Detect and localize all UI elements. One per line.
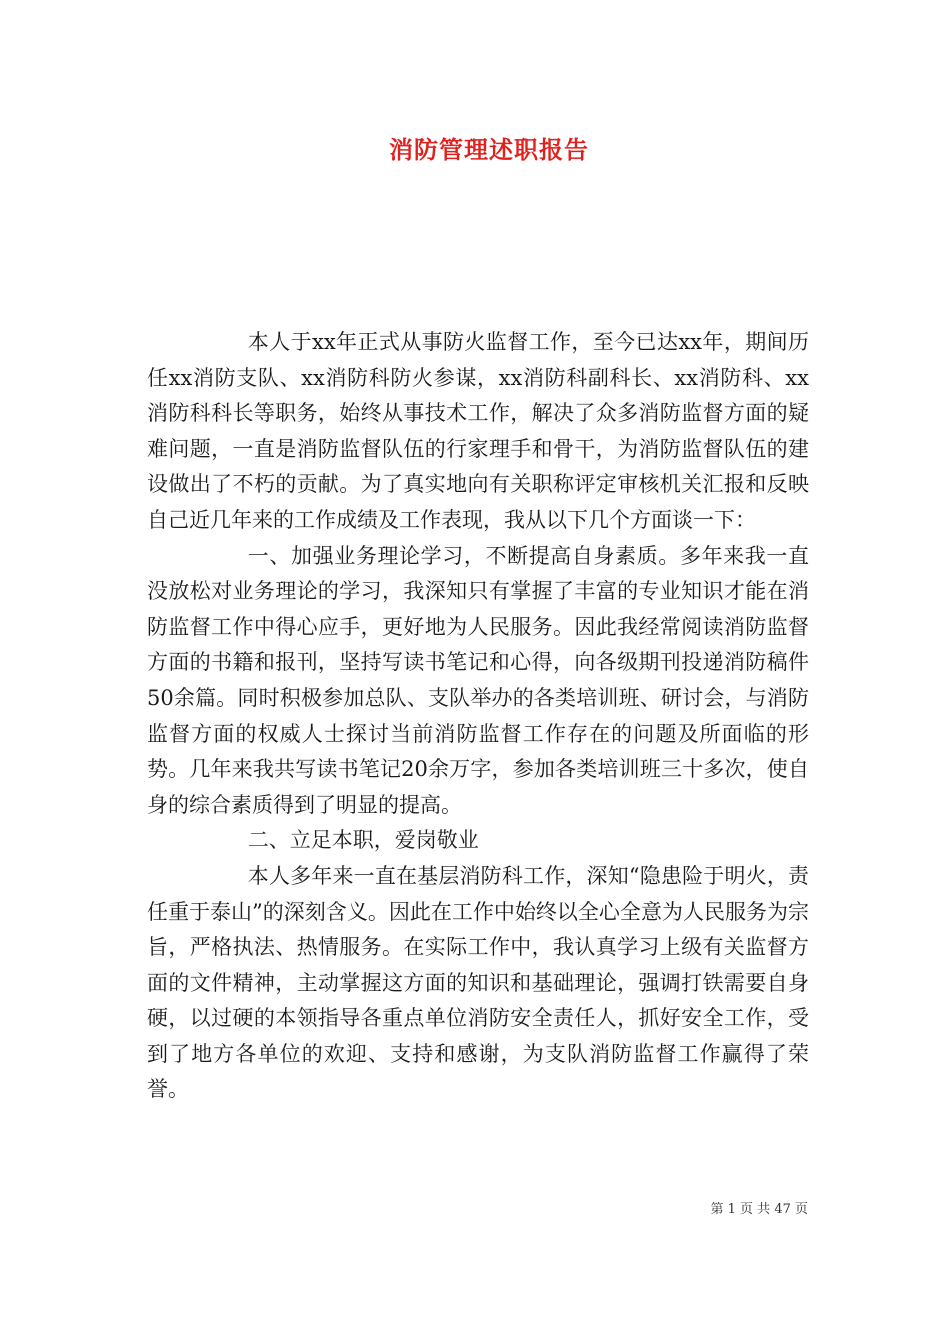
paragraph-intro: 本人于xx年正式从事防火监督工作，至今已达xx年，期间历任xx消防支队、xx消防科防火参谋，xx消防科副科长、xx消防科、xx消防科科长等职务，始终从事技术工作，解决了众多消防监督方面的疑难问题，一直是消防监督队伍的行家理手和骨干，为消防监督队伍的建设做出了不朽的贡献。为了真实地向有关职称评定审核机关汇报和反映自己近几年来的工作成绩及工作表现，我从以下几个方面谈一下： <box>147 330 809 532</box>
paragraph-section-2-body: 本人多年来一直在基层消防科工作，深知“隐患险于明火，责任重于泰山”的深刻含义。因此在工作中始终以全心全意为人民服务为宗旨，严格执法、热情服务。在实际工作中，我认真学习上级有关监督方面的文件精神，主动掌握这方面的知识和基础理论，强调打铁需要自身硬，以过硬的本领指导各重点单位消防安全责任人，抓好安全工作，受到了地方各单位的欢迎、支持和感谢，为支队消防监督工作赢得了荣誉。 <box>147 863 809 1102</box>
document-body <box>147 325 809 1108</box>
paragraph-section-1: 一、加强业务理论学习，不断提高自身素质。多年来我一直没放松对业务理论的学习，我深知只有掌握了丰富的专业知识才能在消防监督工作中得心应手，更好地为人民服务。因此我经常阅读消防监督方面的书籍和报刊，坚持写读书笔记和心得，向各级期刊投递消防稿件50余篇。同时积极参加总队、支队举办的各类培训班、研讨会，与消防监督方面的权威人士探讨当前消防监督工作存在的问题及所面临的形势。几年来我共写读书笔记20余万字，参加各类培训班三十多次，使自身的综合素质得到了明显的提高。 <box>147 543 809 817</box>
page-number-footer: 第 1 页 共 47 页 <box>710 1202 808 1217</box>
document-title: 消防管理述职报告 <box>389 135 589 164</box>
paragraph-section-2-heading: 二、立足本职，爱岗敬业 <box>247 828 479 853</box>
